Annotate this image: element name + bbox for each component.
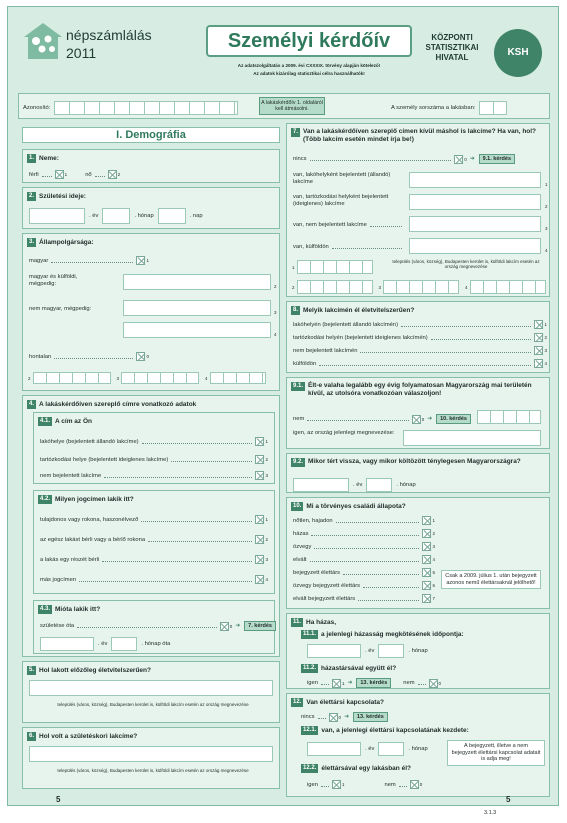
q92-ev-label: . év: [353, 482, 363, 488]
q2-title: Születési ideje:: [39, 193, 86, 200]
office-name: [412, 33, 492, 63]
q8-checkbox-1[interactable]: [534, 320, 543, 329]
q7-goto-button[interactable]: 9.1. kérdés: [479, 154, 515, 164]
q6-number: 6.: [29, 733, 35, 739]
ksh-logo-text: KSH: [507, 47, 529, 58]
q42-option-2: az egész lakást bérli vagy a bérlő rokona: [40, 536, 146, 543]
q7-title: Van a lakáskérdőíven szereplő címen kívül máshol is lakcíme? Ha van, hol? (Több lakcím esetén mindet írja be!): [303, 128, 537, 143]
q92-month-input[interactable]: [366, 478, 392, 492]
q43-year-input[interactable]: [40, 637, 94, 651]
q3-code-box-3: 3: [116, 375, 120, 381]
q2-honap-label: . hónap: [134, 213, 154, 219]
q121-month-input[interactable]: [378, 742, 404, 756]
q10-checkbox-7[interactable]: [422, 594, 431, 603]
q4-panel: [22, 395, 280, 657]
q10-option-5: bejegyzett élettárs: [293, 569, 341, 576]
q2-panel: [22, 187, 280, 229]
q122-nem-label: nem: [384, 781, 396, 788]
q11-title: Ha házas,: [306, 619, 337, 626]
copy-note: A lakáskérdőív 1. oldaláról kell átmásolni.: [259, 97, 325, 115]
q7-kulfold-input[interactable]: [409, 238, 541, 254]
q1-number: 1.: [29, 155, 35, 161]
q11-panel: 11. Ha házas, 11.1. a jelenlegi házasság megkötésének időpontja: . év . hónap 11.2. házastársával együtt él? igen 1 ➜ 13. kérdés nem 0: [286, 613, 550, 689]
q12-nincs-checkbox[interactable]: [329, 713, 338, 722]
form-page: [7, 6, 559, 806]
q2-year-input[interactable]: [29, 208, 85, 224]
sorszam-input[interactable]: [479, 101, 507, 115]
q3-code-input-2[interactable]: [33, 372, 111, 384]
q91-title: Élt-e valaha legalább egy évig folyamatosan Magyarország mai területén kívül, az utolsóra vonatkozóan válaszoljon!: [308, 382, 532, 397]
q41-option-2: tartózkodási helye (bejelentett ideiglenes lakcíme): [40, 456, 169, 463]
q42-option-4: más jogcímen: [40, 576, 77, 583]
q111-number: 11.1.: [303, 631, 317, 637]
q10-option-6: özvegy bejegyzett élettárs: [293, 582, 361, 589]
q122-igen-label: igen: [307, 781, 318, 788]
q8-title: Melyik lakcímén él életvitelszerűen?: [303, 307, 415, 314]
q91-nem-checkbox[interactable]: [412, 415, 421, 424]
q5-title: Hol lakott előzőleg életvitelszerűen?: [39, 667, 151, 674]
page-number-right: 5: [506, 795, 511, 804]
q121-number: 12.1.: [303, 727, 317, 733]
brand-name: népszámlálás: [66, 27, 152, 43]
q7-tart-label: van, tartózkodási helyként bejelentett (ideiglenes) lakcíme: [293, 194, 389, 207]
q122-title: élettársával egy lakásban él?: [321, 765, 411, 772]
q1-code-2: 2: [117, 172, 121, 177]
q3-magyar-es-line2: mégpedig:: [29, 281, 57, 287]
q5-input[interactable]: [29, 680, 273, 696]
q112-title: házastársával együtt él?: [321, 665, 397, 672]
q10-option-3: özvegy: [293, 543, 312, 550]
q2-number: 2.: [29, 193, 35, 199]
q3-code-0: 0: [146, 354, 149, 359]
q3-nem-magyar-input-2[interactable]: [123, 322, 271, 338]
q1-code-1: 1: [64, 172, 68, 177]
q92-honap-label: . hónap: [396, 482, 416, 488]
q12-goto-button[interactable]: 13. kérdés: [353, 712, 388, 722]
q7-tart-input[interactable]: [409, 194, 541, 210]
q6-title: Hol volt a születéskori lakcíme?: [39, 733, 138, 740]
q10-option-4: elvált: [293, 556, 307, 563]
q7-code-input-1[interactable]: [297, 260, 373, 274]
q3-number: 3.: [29, 239, 35, 245]
q42-option-1: tulajdonos vagy rokona, haszonélvező: [40, 516, 139, 523]
section-title: I. Demográfia: [22, 127, 280, 143]
q6-hint: település (város, község), Budapesten kerület is, külföldi lakcím esetén az ország megnevezése: [57, 768, 249, 773]
q43-szuletese-checkbox[interactable]: [220, 622, 229, 631]
census-logo-icon: [22, 21, 64, 61]
q1-no-checkbox[interactable]: [108, 170, 117, 179]
q10-option-1: nőtlen, hajadon: [293, 517, 333, 524]
q2-ev-label: . év: [89, 213, 99, 219]
ksh-logo-icon: [494, 29, 542, 77]
q7-hint: település (város, község), Budapesten kerület is, külföldi lakcím esetén az ország megnevezése: [392, 259, 540, 269]
q10-checkbox-3[interactable]: [422, 542, 431, 551]
q112-nem-checkbox[interactable]: [429, 679, 438, 688]
q3-code-3: 3: [274, 310, 277, 315]
q112-goto-button[interactable]: 13. kérdés: [356, 678, 391, 688]
q8-checkbox-3[interactable]: [534, 346, 543, 355]
q10-number: 10.: [293, 503, 302, 509]
id-row: [18, 93, 550, 119]
q7-code-input-2[interactable]: [297, 280, 373, 294]
office-line-2: STATISZTIKAI: [425, 43, 479, 52]
q122-igen-checkbox[interactable]: [332, 780, 341, 789]
q3-nem-magyar-label: nem magyar, mégpedig:: [29, 306, 92, 312]
q92-panel: [286, 453, 550, 493]
q3-magyar-checkbox[interactable]: [136, 256, 145, 265]
q43-szuletese-label: születése óta: [40, 623, 75, 629]
q8-checkbox-2[interactable]: [534, 333, 543, 342]
q3-hontalan-checkbox[interactable]: [136, 352, 145, 361]
q41-option-3: nem bejelentett lakcíme: [40, 472, 102, 479]
q7-nincs-label: nincs: [293, 156, 307, 162]
q111-ev-label: . év: [365, 648, 375, 654]
q5-panel: [22, 661, 280, 723]
form-title: Személyi kérdőív: [206, 25, 412, 57]
q8-option-1: lakóhelyén (bejelentett állandó lakcímén): [293, 321, 399, 328]
q111-month-input[interactable]: [378, 644, 404, 658]
q1-panel: [22, 149, 280, 183]
q43-month-input[interactable]: [111, 637, 137, 651]
q8-checkbox-4[interactable]: [534, 359, 543, 368]
q12-nincs-label: nincs: [301, 714, 315, 720]
q112-igen-label: igen: [307, 680, 318, 686]
q122-number: 12.2.: [303, 765, 317, 771]
q3-magyar-label: magyar: [29, 257, 49, 264]
q112-igen-checkbox[interactable]: [332, 679, 341, 688]
q43-honap-label: . hónap óta: [141, 641, 171, 647]
q3-magyar-es-input[interactable]: [123, 274, 271, 290]
q3-panel: [22, 233, 280, 391]
q41-title: A cím az Ön: [55, 418, 92, 425]
q42-option-3: a lakás egy részét bérli: [40, 556, 100, 563]
q8-panel: 8. Melyik lakcímén él életvitelszerűen? lakóhelyén (bejelentett állandó lakcímén) 1 tartózkodási helyén (bejelentett ideiglenes lakcímén) 2 nem bejelentett lakcímén 3 külföldön 4: [286, 301, 550, 373]
q7-nincs-checkbox[interactable]: [454, 155, 463, 164]
q42-panel: 4.2. Milyen jogcímen lakik itt? tulajdonos vagy rokona, haszonélvező 1 az egész lakást bérli vagy a bérlő rokona 2 a lakás egy részét bérli 3 más jogcímen 4: [33, 490, 275, 594]
q92-year-input[interactable]: [293, 478, 349, 492]
q91-code-input[interactable]: [477, 410, 541, 424]
q7-code-input-3[interactable]: [383, 280, 459, 294]
q7-lako-label: van, lakóhelyként bejelentett (állandó) lakcíme: [293, 172, 391, 185]
q41-option-1: lakóhelye (bejelentett állandó lakcíme): [40, 438, 139, 445]
q10-checkbox-6[interactable]: [422, 581, 431, 590]
q2-nap-label: . nap: [189, 213, 203, 219]
q1-no-label: nő: [85, 171, 92, 178]
q10-panel: 10. Mi a törvényes családi állapota? nőtlen, hajadon 1 házas 2 özvegy 3 elvált 4 bejegyzett élettárs 5 özvegy bejegyzett élettárs 6 elvált bejegyzett élettárs 7 Csak a 2009. július 1. után bejegyzett azonos nemű élettársaknál jelölhető!: [286, 497, 550, 609]
q10-option-2: házas: [293, 530, 309, 537]
q121-year-input[interactable]: [307, 742, 361, 756]
office-line-3: HIVATAL: [435, 53, 469, 62]
q42-checkbox-1[interactable]: [255, 515, 264, 524]
q4-title: A lakáskérdőíven szereplő címre vonatkozó adatok: [39, 401, 197, 408]
q5-number: 5.: [29, 667, 35, 673]
q4-number: 4.: [29, 401, 35, 407]
q91-panel: 9.1. Élt-e valaha legalább egy évig folyamatosan Magyarország mai területén kívül, az utolsóra vonatkozóan válaszoljon! nem 0 ➜ 10. kérdés igen, az ország jelenlegi megnevezése:: [286, 377, 550, 449]
q121-ev-label: . év: [365, 746, 375, 752]
q7-code-input-4[interactable]: [470, 280, 546, 294]
q111-title: a jelenlegi házasság megkötésének időpontja:: [321, 631, 464, 638]
q7-lako-input[interactable]: [409, 172, 541, 188]
q7-nem-bej-input[interactable]: [409, 216, 541, 232]
q3-code-1: 1: [146, 258, 149, 263]
q6-input[interactable]: [29, 746, 273, 762]
q1-ferfi-label: férfi: [29, 171, 39, 178]
form-version: 3.1.3: [484, 810, 497, 816]
azonosito-input[interactable]: [54, 101, 238, 115]
q7-panel: 7. Van a lakáskérdőíven szereplő címen kívül máshol is lakcíme? Ha van, hol? (Több lakcím esetén mindet írja be!) nincs 0 ➜ 9.1. kérdés van, lakóhelyként bejelentett (állandó) lakcíme 1 van, tartózkodási helyként bejelentett (ideiglenes) lakcíme 2 van, nem bejelentett lakcíme 3 van, külföldön 4 1 település (város, község), Budapesten kerület is, külföldi lakcím esetén az ország megnevezése 2 3 4: [286, 123, 550, 297]
q41-checkbox-2[interactable]: [255, 455, 264, 464]
q92-number: 9.2.: [293, 459, 304, 465]
q112-nem-label: nem: [403, 680, 415, 686]
q41-number: 4.1.: [40, 418, 51, 424]
q43-number: 4.3.: [40, 606, 51, 612]
q42-checkbox-2[interactable]: [255, 535, 264, 544]
q41-panel: 4.1. A cím az Ön lakóhelye (bejelentett állandó lakcíme) 1 tartózkodási helye (bejelentett ideiglenes lakcíme) 2 nem bejelentett lakcíme 3: [33, 412, 275, 484]
q3-code-box-2: 2: [28, 375, 31, 381]
legal-note-1: Az adatszolgáltatás a 2009. évi CXXXIX. törvény alapján kötelező!: [237, 63, 381, 68]
q12-number: 12.: [293, 699, 302, 705]
q41-checkbox-1[interactable]: [255, 437, 264, 446]
q12-note: A bejegyzett, illetve a nem bejegyzett élettársi kapcsolat adatait is adja meg!: [447, 740, 545, 766]
q43-goto-button[interactable]: 7. kérdés: [244, 621, 276, 631]
q8-option-2: tartózkodási helyén (bejelentett ideiglenes lakcímén): [293, 334, 428, 341]
q91-country-input[interactable]: [403, 430, 541, 446]
q43-ev-label: . év: [98, 641, 108, 647]
q10-checkbox-1[interactable]: [422, 516, 431, 525]
q10-note: Csak a 2009. július 1. után bejegyzett azonos nemű élettársaknál jelölhető!: [441, 570, 541, 589]
q8-number: 8.: [293, 307, 299, 313]
q43-panel: 4.3. Mióta lakik itt? születése óta 0 ➜ 7. kérdés . év . hónap óta: [33, 600, 275, 654]
q2-day-input[interactable]: [158, 208, 186, 224]
q10-checkbox-5[interactable]: [422, 568, 431, 577]
q42-checkbox-3[interactable]: [255, 555, 264, 564]
q3-code-box-4: 4: [205, 375, 208, 381]
q12-panel: 12. Van élettársi kapcsolata? nincs 0 ➜ 13. kérdés 12.1. van, a jelenlegi élettársi kapcsolatának kezdete: . év . hónap A bejegyzett, illetve a nem bejegyzett élettársi kapcsolat adatait is adja meg! 12.2. élettársával egy lakásban él? igen 1 nem 0: [286, 693, 550, 797]
q3-magyar-es-label: [29, 274, 77, 288]
q3-code-4: 4: [274, 332, 277, 337]
q92-title: Mikor tért vissza, vagy mikor költözött ténylegesen Magyarországra?: [308, 458, 521, 465]
q3-magyar-es-line1: magyar és külföldi,: [29, 274, 78, 280]
q11-number: 11.: [293, 619, 302, 625]
q2-month-input[interactable]: [102, 208, 130, 224]
q1-ferfi-checkbox[interactable]: [55, 170, 64, 179]
q42-title: Milyen jogcímen lakik itt?: [55, 496, 134, 503]
q3-nem-magyar-input-1[interactable]: [123, 300, 271, 316]
q3-code-input-4[interactable]: [210, 372, 266, 384]
q10-checkbox-4[interactable]: [422, 555, 431, 564]
office-line-1: KÖZPONTI: [431, 33, 473, 42]
q91-number: 9.1.: [293, 383, 304, 389]
q1-title: Neme:: [39, 155, 59, 162]
q112-number: 11.2.: [303, 665, 317, 671]
page-number-left: 5: [56, 795, 61, 804]
q6-panel: [22, 727, 280, 789]
q42-number: 4.2.: [40, 496, 51, 502]
legal-note-2: Az adatok kizárólag statisztikai célra használhatók!: [253, 71, 365, 76]
q122-nem-checkbox[interactable]: [410, 780, 419, 789]
q111-year-input[interactable]: [307, 644, 361, 658]
q7-kulfold-label: van, külföldön: [293, 244, 329, 250]
q91-igen-label: igen, az ország jelenlegi megnevezése:: [293, 430, 395, 436]
q7-nem-bej-label: van, nem bejelentett lakcíme: [293, 222, 367, 228]
brand-year: 2011: [66, 45, 97, 61]
q91-nem-label: nem: [293, 416, 305, 422]
q12-title: Van élettársi kapcsolata?: [306, 699, 385, 706]
q8-option-4: külföldön: [293, 360, 317, 367]
q3-code-input-3[interactable]: [121, 372, 199, 384]
q43-title: Mióta lakik itt?: [55, 606, 101, 613]
q10-checkbox-2[interactable]: [422, 529, 431, 538]
form-header: [8, 7, 560, 87]
q42-checkbox-4[interactable]: [255, 575, 264, 584]
q3-title: Állampolgársága:: [39, 239, 94, 246]
q10-title: Mi a törvényes családi állapota?: [306, 503, 406, 510]
q7-number: 7.: [293, 129, 299, 135]
azonosito-label: Azonosító:: [23, 105, 51, 111]
q91-goto-button[interactable]: 10. kérdés: [436, 414, 471, 424]
q10-option-7: elvált bejegyzett élettárs: [293, 595, 356, 602]
q41-checkbox-3[interactable]: [255, 471, 264, 480]
q121-title: van, a jelenlegi élettársi kapcsolatának kezdete:: [321, 727, 469, 734]
q111-honap-label: . hónap: [408, 648, 428, 654]
q3-hontalan-label: hontalan: [29, 353, 52, 360]
sorszam-label: A személy sorszáma a lakásban:: [391, 105, 476, 111]
q121-honap-label: . hónap: [408, 746, 428, 752]
q5-hint: település (város, község), Budapesten kerület is, külföldi lakcím esetén az ország megnevezése: [57, 702, 249, 707]
q3-code-2: 2: [274, 284, 277, 289]
q8-option-3: nem bejelentett lakcímén: [293, 347, 358, 354]
